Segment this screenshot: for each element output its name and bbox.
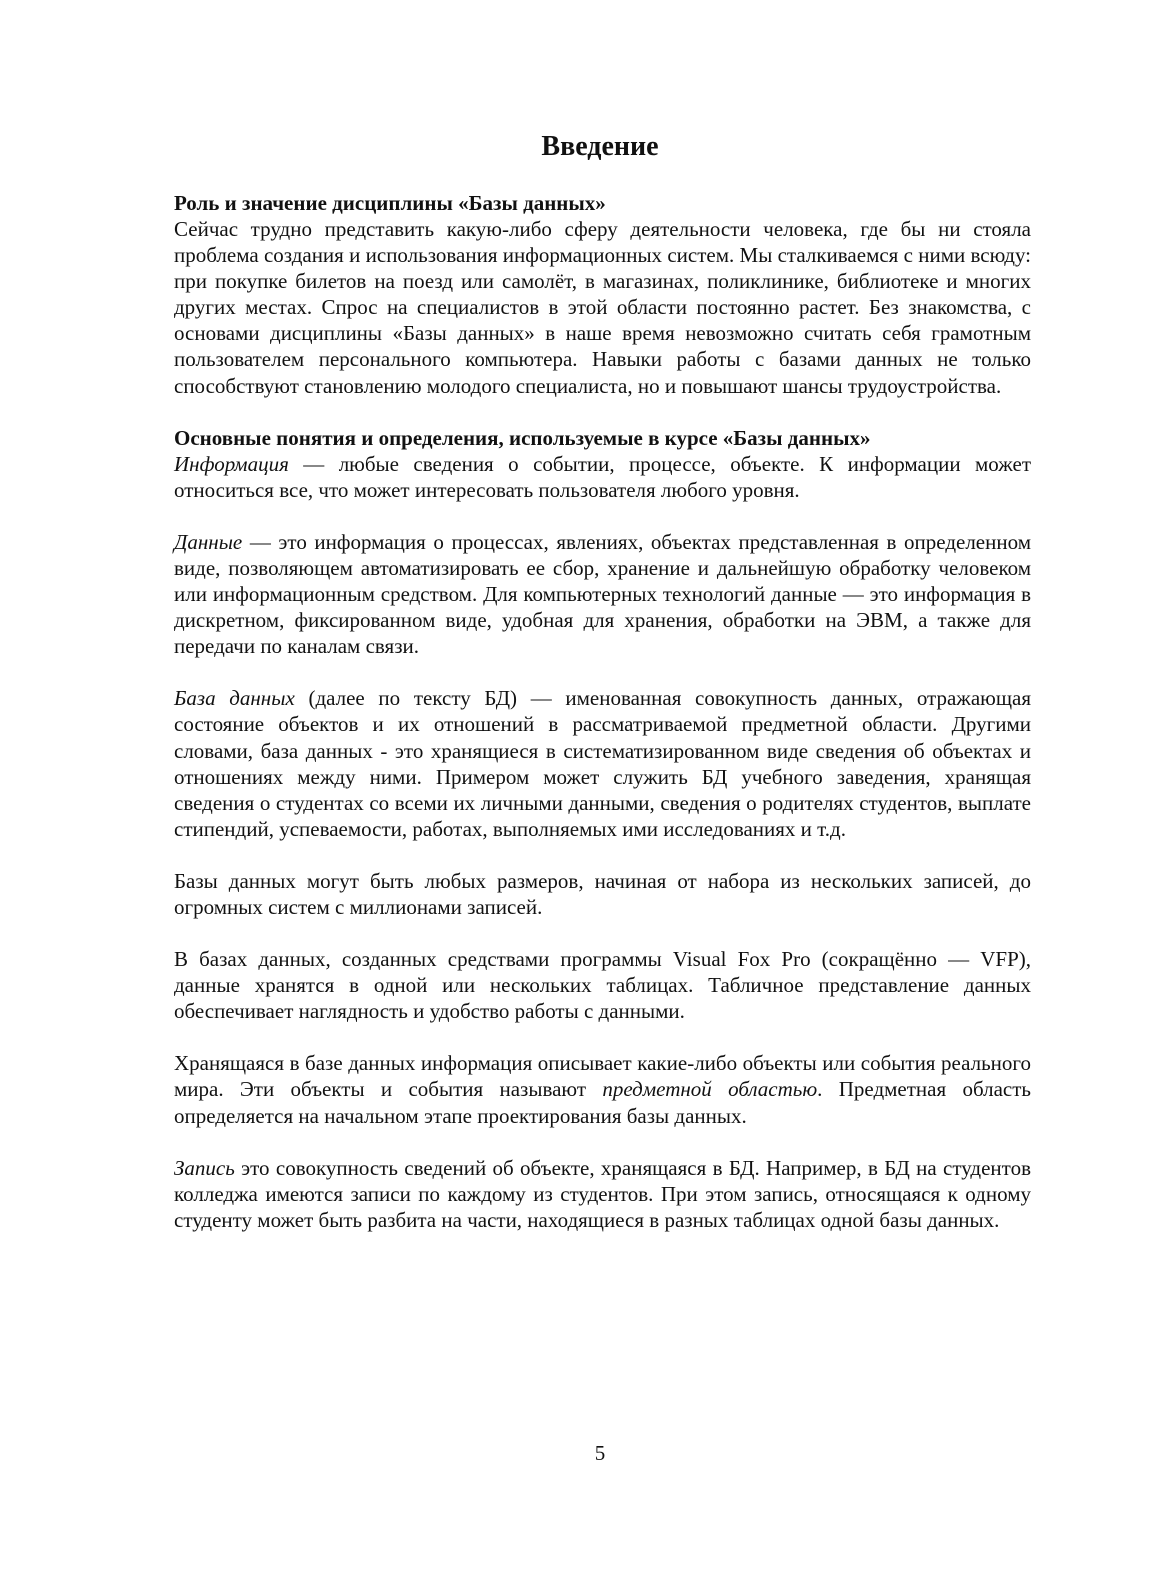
paragraph-database	[174, 685, 1031, 842]
paragraph-record	[174, 1155, 1031, 1233]
section-heading-concepts: Основные понятия и определения, используемые в курсе «Базы данных»	[174, 425, 871, 450]
definition-database: (далее по тексту БД) — именованная совокупность данных, отражающая состояние объектов и их отношений в рассматриваемой предметной области. Другими словами, база данных - это хранящиеся в систематизированном виде сведения об объектах и отношениях между ними. Примером может служить БД учебного заведения, хранящая сведения о студентах со всеми их личными данными, сведения о родителях студентов, выплате стипендий, успеваемости, работах, выполняемых ими исследованиях и т.д.	[174, 686, 1031, 841]
paragraph-vfp: В базах данных, созданных средствами программы Visual Fox Pro (сокращённо — VFP), данные хранятся в одной или нескольких таблицах. Табличное представление данных обеспечивает наглядность и удобство работы с данными.	[174, 947, 1031, 1024]
paragraph-sizes: Базы данных могут быть любых размеров, начиная от набора из нескольких записей, до огромных систем с миллионами записей.	[174, 868, 1031, 919]
section-heading-role: Роль и значение дисциплины «Базы данных»	[174, 191, 606, 215]
domain-text-after: . Предметная область определяется на начальном этапе проектирования базы данных.	[174, 1077, 1031, 1128]
paragraph-information	[174, 451, 1031, 503]
definition-information: — любые сведения о событии, процессе, объекте. К информации может относиться все, что может интересовать пользователя любого уровня.	[174, 451, 1031, 502]
paragraph-subject-domain	[174, 1050, 1031, 1128]
term-record: Запись	[174, 1155, 235, 1180]
page-number: 5	[594, 1441, 606, 1465]
page-title: Введение	[541, 131, 659, 162]
paragraph-role: Сейчас трудно представить какую-либо сферу деятельности человека, где бы ни стояла проблема создания и использования информационных систем. Мы сталкиваемся с ними всюду: при покупке билетов на поезд или самолёт, в магазинах, поликлинике, библиотеке и многих других местах. Спрос на специалистов в этой области постоянно растет. Без знакомства, с основами дисциплины «Базы данных» в наше время невозможно считать себя грамотным пользователем персонального компьютера. Навыки работы с базами данных не только способствуют становлению молодого специалиста, но и повышают шансы трудоустройства.	[174, 217, 1031, 398]
term-database: База данных	[174, 686, 295, 711]
definition-data: — это информация о процессах, явлениях, объектах представленная в определенном виде, позволяющем автоматизировать ее сбор, хранение и дальнейшую обработку человеком или информационным средством. Для компьютерных технологий данные — это информация в дискретном, фиксированном виде, удобная для хранения, обработки на ЭВМ, а также для передачи по каналам связи.	[174, 529, 1031, 659]
term-subject-domain: предметной областью	[602, 1077, 818, 1102]
definition-record: это совокупность сведений об объекте, хранящаяся в БД. Например, в БД на студентов колледжа имеются записи по каждому из студентов. При этом запись, относящаяся к одному студенту может быть разбита на части, находящиеся в разных таблицах одной базы данных.	[174, 1155, 1031, 1232]
term-information: Информация	[174, 451, 289, 476]
domain-text-before: Хранящаяся в базе данных информация описывает какие-либо объекты или события реального мира. Эти объекты и события называют	[174, 1051, 1031, 1102]
paragraph-data	[174, 529, 1031, 659]
term-data: Данные	[174, 529, 243, 554]
document-body	[174, 190, 1031, 1233]
